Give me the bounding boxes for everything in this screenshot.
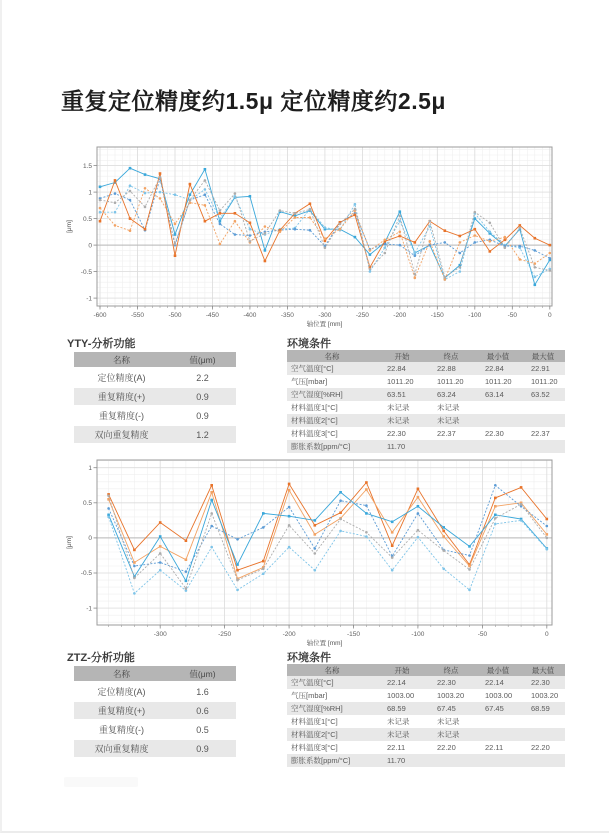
table-cell	[521, 401, 565, 414]
table-cell: 68.59	[377, 702, 427, 715]
ztz-environment-table	[287, 664, 565, 767]
column-header: 开始	[377, 664, 427, 676]
table-cell: 22.30	[387, 429, 406, 438]
table-cell: 材料温度2[°C]	[287, 414, 377, 427]
table-cell: 未记录	[437, 717, 460, 726]
svg-text:-200: -200	[282, 631, 296, 638]
table-cell: 未记录	[377, 414, 427, 427]
svg-text:-250: -250	[218, 631, 232, 638]
table-cell: 63.52	[521, 388, 565, 401]
table-cell: 气压[mbar]	[291, 691, 328, 700]
table-cell: 重复精度(-)	[99, 725, 144, 735]
column-header: 名称	[287, 350, 377, 362]
table-cell	[475, 715, 521, 728]
svg-text:-350: -350	[280, 312, 294, 319]
table-cell: 空气温度[°C]	[287, 362, 377, 375]
table-cell: 22.20	[531, 743, 550, 752]
table-cell: 气压[mbar]	[291, 377, 328, 386]
table-row	[287, 676, 565, 689]
table-header-row	[287, 350, 565, 362]
table-cell: 材料温度2[°C]	[287, 728, 377, 741]
table-cell	[521, 728, 565, 741]
svg-text:-1: -1	[86, 605, 92, 613]
svg-text:-550: -550	[130, 312, 145, 319]
table-cell: 0.5	[196, 724, 209, 735]
table-cell	[521, 440, 565, 453]
table-row	[74, 721, 236, 738]
table-row	[74, 388, 236, 405]
ztz-accuracy-chart	[62, 456, 564, 656]
table-cell: 定位精度(A)	[97, 687, 146, 697]
table-cell: 空气湿度[%RH]	[287, 388, 377, 401]
table-cell: 22.84	[475, 362, 521, 375]
svg-text:0: 0	[88, 242, 92, 250]
table-cell: 22.91	[521, 362, 565, 375]
table-cell: 1003.20	[437, 691, 465, 700]
table-cell: 11.70	[377, 754, 427, 767]
column-header: 开始	[377, 350, 427, 362]
svg-text:0: 0	[547, 312, 552, 319]
table-cell: 22.11	[485, 743, 504, 752]
table-row	[287, 427, 565, 440]
y-axis-label: [μm]	[66, 536, 73, 549]
table-cell: 11.70	[377, 440, 427, 453]
column-header: 名称	[287, 664, 377, 676]
svg-text:-300: -300	[318, 312, 332, 319]
table-cell: 0.6	[169, 702, 236, 719]
svg-text:-100: -100	[411, 631, 425, 638]
svg-text:-50: -50	[477, 631, 488, 638]
table-cell: 22.30	[427, 676, 475, 689]
column-header: 最大值	[521, 664, 565, 676]
table-cell	[427, 440, 475, 453]
svg-text:-450: -450	[205, 312, 219, 319]
column-header: 最小值	[475, 350, 521, 362]
table-header-row	[74, 666, 236, 681]
column-header: 终点	[427, 664, 475, 676]
table-cell: 22.37	[531, 429, 550, 438]
table-cell: 1011.20	[485, 377, 512, 386]
x-axis-label: 轴位置 [mm]	[306, 321, 343, 328]
footer-watermark	[64, 777, 138, 787]
svg-text:-250: -250	[355, 312, 369, 319]
table-cell: 22.88	[427, 362, 475, 375]
table-row	[74, 702, 236, 719]
table-cell: 2.2	[196, 372, 209, 383]
table-cell: 空气温度[°C]	[287, 676, 377, 689]
svg-text:1: 1	[88, 464, 92, 472]
table-row	[287, 702, 565, 715]
svg-text:-400: -400	[243, 312, 257, 319]
yty-analysis-heading: YTY-分析功能	[67, 338, 136, 350]
table-row	[287, 388, 565, 401]
table-row	[287, 715, 565, 728]
table-cell: 68.59	[521, 702, 565, 715]
svg-text:-0.5: -0.5	[80, 570, 92, 578]
table-cell: 67.45	[475, 702, 521, 715]
table-cell: 重复精度(+)	[74, 702, 169, 719]
table-cell: 未记录	[387, 717, 410, 726]
table-header-row	[287, 664, 565, 676]
y-axis-label: [μm]	[66, 220, 73, 233]
table-cell: 63.24	[427, 388, 475, 401]
table-cell: 膨胀系数[ppm/°C]	[287, 440, 377, 453]
table-cell: 1003.20	[531, 691, 559, 700]
ztz-analysis-heading: ZTZ-分析功能	[67, 652, 135, 664]
table-row	[287, 362, 565, 375]
environment-heading: 环境条件	[287, 338, 331, 350]
yty-environment-table	[287, 350, 565, 453]
table-cell: 22.11	[387, 743, 406, 752]
svg-text:-200: -200	[393, 312, 407, 319]
table-cell: 1011.20	[437, 377, 464, 386]
table-cell	[475, 754, 521, 767]
table-header-row	[74, 352, 236, 367]
ztz-analysis-table	[74, 664, 236, 759]
table-cell: 重复精度(-)	[99, 411, 144, 421]
table-cell	[521, 754, 565, 767]
table-cell: 22.20	[437, 743, 456, 752]
svg-text:1.5: 1.5	[82, 162, 92, 170]
table-row	[287, 440, 565, 453]
column-header: 值(μm)	[169, 666, 236, 681]
svg-text:0: 0	[88, 535, 92, 543]
table-cell: 材料温度1[°C]	[291, 717, 338, 726]
table-cell	[521, 715, 565, 728]
table-row	[74, 426, 236, 443]
table-cell: 22.14	[377, 676, 427, 689]
svg-text:-600: -600	[93, 312, 107, 319]
column-header: 终点	[427, 350, 475, 362]
table-cell: 1011.20	[531, 377, 558, 386]
svg-text:0.5: 0.5	[82, 500, 92, 507]
table-cell: 22.14	[475, 676, 521, 689]
column-header: 名称	[74, 352, 169, 367]
x-axis-label: 轴位置 [mm]	[306, 640, 343, 647]
svg-text:0: 0	[544, 631, 549, 638]
table-cell: 未记录	[427, 728, 475, 741]
table-cell: 1011.20	[387, 377, 414, 386]
table-row	[74, 683, 236, 700]
table-row	[287, 741, 565, 754]
svg-text:-1: -1	[86, 295, 92, 303]
svg-text:0.5: 0.5	[82, 215, 92, 223]
table-row	[287, 401, 565, 414]
table-cell: 22.30	[485, 429, 504, 438]
table-cell	[427, 754, 475, 767]
table-cell: 1.2	[169, 426, 236, 443]
table-cell: 膨胀系数[ppm/°C]	[287, 754, 377, 767]
table-cell: 67.45	[427, 702, 475, 715]
table-cell: 材料温度3[°C]	[291, 743, 338, 752]
svg-text:-100: -100	[468, 312, 482, 319]
svg-text:-150: -150	[346, 631, 361, 638]
table-cell	[475, 440, 521, 453]
table-row	[287, 689, 565, 702]
table-cell: 63.51	[377, 388, 427, 401]
table-cell: 63.14	[475, 388, 521, 401]
svg-text:-300: -300	[153, 631, 167, 638]
table-cell: 未记录	[437, 403, 460, 412]
table-cell: 双向重复精度	[74, 426, 169, 443]
table-cell: 0.9	[196, 410, 209, 421]
table-cell: 材料温度1[°C]	[291, 403, 338, 412]
table-cell: 1003.00	[485, 691, 513, 700]
table-cell	[475, 728, 521, 741]
column-header: 最大值	[521, 350, 565, 362]
table-cell: 22.84	[377, 362, 427, 375]
table-row	[74, 407, 236, 424]
table-row	[74, 740, 236, 757]
page-title: 重复定位精度约1.5μ 定位精度约2.5μ	[61, 88, 446, 115]
table-cell: 空气湿度[%RH]	[287, 702, 377, 715]
table-cell: 材料温度3[°C]	[291, 429, 338, 438]
table-cell: 1.6	[196, 686, 209, 697]
table-cell	[475, 414, 521, 427]
table-cell: 0.9	[169, 740, 236, 757]
column-header: 最小值	[475, 664, 521, 676]
column-header: 名称	[74, 666, 169, 681]
yty-analysis-table	[74, 350, 236, 445]
table-cell: 双向重复精度	[74, 740, 169, 757]
svg-text:-50: -50	[507, 312, 518, 319]
column-header: 值(μm)	[169, 352, 236, 367]
svg-text:1: 1	[88, 189, 92, 197]
environment-heading-2: 环境条件	[287, 652, 331, 664]
table-row	[287, 414, 565, 427]
svg-text:-500: -500	[168, 312, 182, 319]
svg-text:-0.5: -0.5	[80, 268, 92, 276]
table-cell: 未记录	[427, 414, 475, 427]
table-cell: 未记录	[387, 403, 410, 412]
table-cell: 未记录	[377, 728, 427, 741]
table-cell: 重复精度(+)	[74, 388, 169, 405]
table-cell: 1003.00	[387, 691, 415, 700]
table-cell: 0.9	[169, 388, 236, 405]
table-cell: 定位精度(A)	[97, 373, 146, 383]
table-cell	[475, 401, 521, 414]
table-row	[287, 754, 565, 767]
table-cell: 22.30	[521, 676, 565, 689]
table-cell: 22.37	[437, 429, 456, 438]
table-cell	[521, 414, 565, 427]
table-row	[287, 375, 565, 388]
yty-accuracy-chart	[62, 144, 564, 340]
svg-text:-150: -150	[430, 312, 444, 319]
table-row	[74, 369, 236, 386]
table-row	[287, 728, 565, 741]
